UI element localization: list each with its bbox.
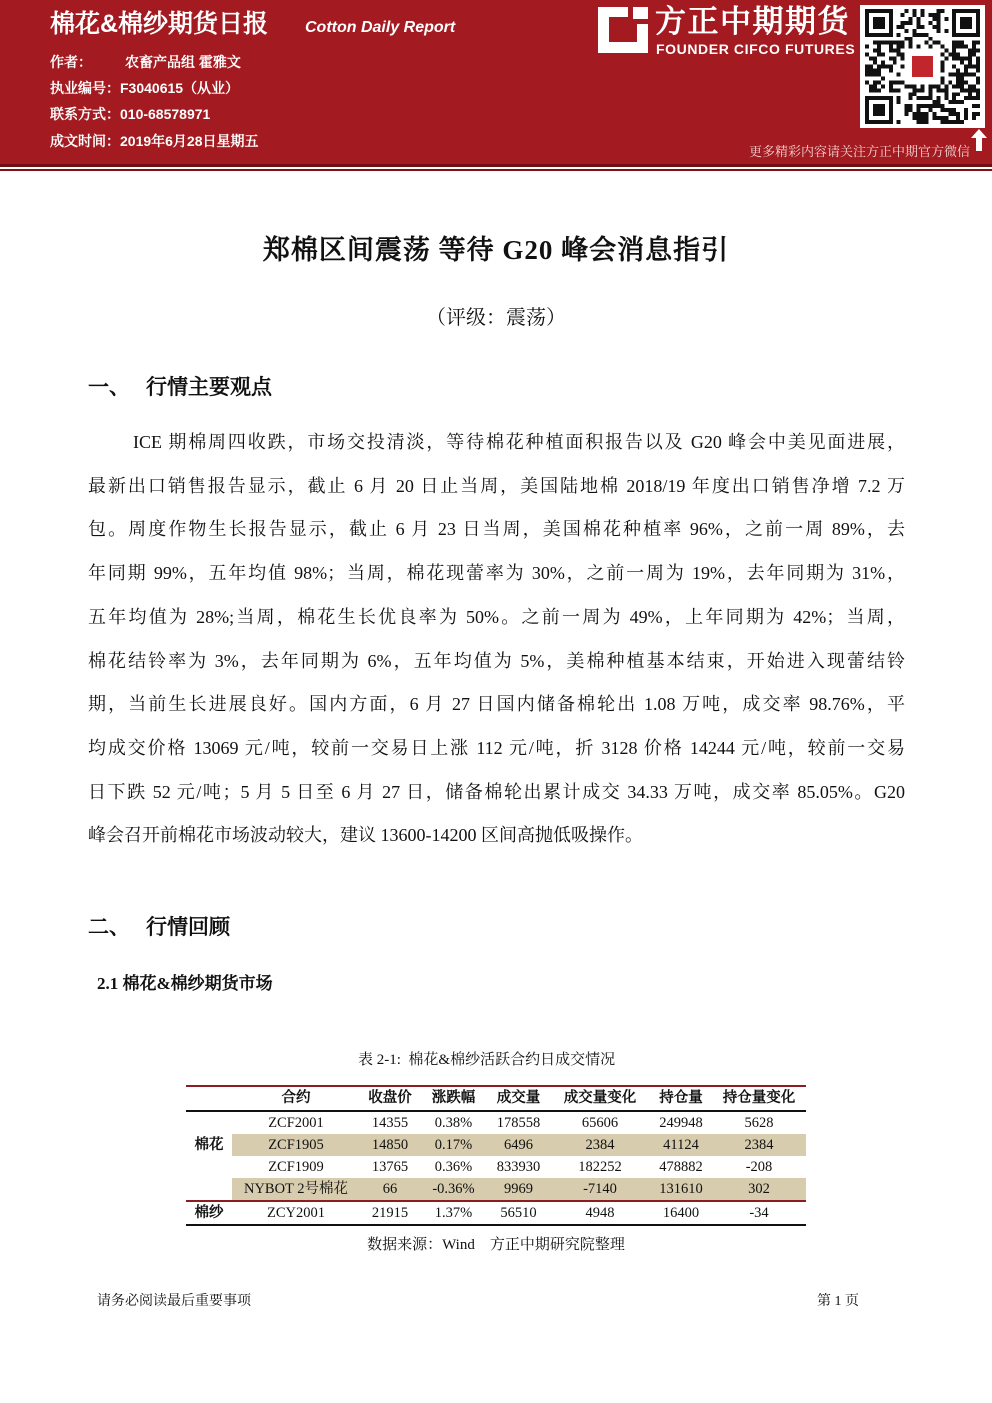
table-cell: 0.36% <box>434 1158 473 1175</box>
paragraph-line: 期，当前生长进展良好。国内方面，6 月 27 日国内储备棉轮出 1.08 万吨，成交率 98.76%，平 <box>88 694 905 715</box>
table-cell: 0.17% <box>420 1134 487 1156</box>
qr-center-logo <box>912 56 933 77</box>
table-cell: 833930 <box>496 1158 541 1175</box>
table-cell: 2384 <box>712 1134 806 1156</box>
table-cell-contract: ZCY2001 <box>232 1201 360 1225</box>
table-cell-contract: ZCF2001 <box>268 1114 324 1131</box>
table-cell: 178558 <box>496 1114 541 1131</box>
qr-code-graphic <box>865 9 980 124</box>
table-cell: 65606 <box>581 1114 619 1131</box>
table-cell: 302 <box>712 1178 806 1201</box>
qr-finder-top-right <box>952 9 980 37</box>
table-cell: -0.36% <box>420 1178 487 1201</box>
report-series-title: 棉花&棉纱期货日报 <box>50 10 269 38</box>
table-cell: 6496 <box>487 1134 550 1156</box>
table-cell: 478882 <box>659 1158 703 1175</box>
table-header-category <box>186 1086 232 1111</box>
table-header-cell: 涨跌幅 <box>420 1086 487 1111</box>
brand-name-cn: 方正中期期货 <box>655 4 850 39</box>
header-rule <box>0 164 992 167</box>
table-cell: 5628 <box>744 1114 774 1131</box>
table-cell: 249948 <box>659 1114 703 1131</box>
table-cell-contract: ZCF1909 <box>268 1158 324 1175</box>
license-number: 执业编号：F3040615（从业） <box>50 80 240 96</box>
paragraph-line: 年同期 99%，五年均值 98%；当周，棉花现蕾率为 30%，之前一周为 19%，去年同期为 31%， <box>88 563 905 584</box>
table-header-cell: 收盘价 <box>360 1086 420 1111</box>
table-cell: 1.37% <box>420 1201 487 1225</box>
paragraph-line: 最新出口销售报告显示，截止 6 月 20 日止当周，美国陆地棉 2018/19 年度出口销售净增 7.2 万 <box>88 475 905 496</box>
section-title: 行情主要观点 <box>146 375 272 399</box>
table-cell: -7140 <box>550 1178 650 1201</box>
table-cell: -34 <box>712 1201 806 1225</box>
author-label: 作者： <box>50 54 92 70</box>
subsection-heading: 2.1 棉花&棉纱期货市场 <box>97 974 273 993</box>
table-cell: 66 <box>360 1178 420 1201</box>
table-cell: 21915 <box>360 1201 420 1225</box>
section-number: 二、 <box>88 915 130 939</box>
page-number: 第 1 页 <box>817 1294 859 1309</box>
table-header-cell: 成交量变化 <box>550 1086 650 1111</box>
header-rule-thin <box>0 169 992 171</box>
footer-disclaimer-notice: 请务必阅读最后重要事项 <box>97 1294 251 1309</box>
table-row <box>186 1134 806 1156</box>
table-row <box>186 1111 806 1134</box>
table-caption: 表 2-1: 棉花&棉纱活跃合约日成交情况 <box>358 1052 616 1068</box>
paragraph-line: 棉花结铃率为 3%，去年同期为 6%，五年均值为 5%，美棉种植基本结束，开始进入现蕾结铃 <box>88 650 905 671</box>
section-heading-2 <box>88 913 230 941</box>
author-value: 农畜产品组 霍雅文 <box>125 54 241 70</box>
report-series-title-en: Cotton Daily Report <box>305 19 456 36</box>
founder-logo-icon <box>598 7 648 53</box>
table-source-note: 数据来源：Wind 方正中期研究院整理 <box>367 1237 625 1253</box>
table-group-label: 棉纱 <box>186 1201 232 1225</box>
table-header-cell: 成交量 <box>487 1086 550 1111</box>
table-group-label: 棉花 <box>186 1111 232 1201</box>
table-body <box>186 1111 806 1225</box>
paragraph-line: 均成交价格 13069 元/吨，较前一交易日上涨 112 元/吨，折 3128 价格 14244 元/吨，较前一交易 <box>88 737 905 758</box>
section-title: 行情回顾 <box>146 915 230 939</box>
paragraph-line: 包。周度作物生长报告显示，截止 6 月 23 日当周，美国棉花种植率 96%，之前一周 89%，去 <box>88 519 905 540</box>
table-cell: 182252 <box>578 1158 622 1175</box>
table-row <box>186 1156 806 1178</box>
paragraph-line: 峰会召开前棉花市场波动较大，建议 13600-14200 区间高抛低吸操作。 <box>88 825 643 846</box>
section-number: 一、 <box>88 375 130 399</box>
table-cell: 56510 <box>487 1201 550 1225</box>
report-date: 成文时间：2019年6月28日星期五 <box>50 133 259 149</box>
table-cell: 16400 <box>650 1201 712 1225</box>
table-cell: -208 <box>745 1158 773 1175</box>
wechat-qr-code <box>860 5 985 128</box>
paragraph-line: ICE 期棉周四收跌，市场交投清淡，等待棉花种植面积报告以及 G20 峰会中美见面进展， <box>133 432 905 452</box>
table-cell: 14355 <box>371 1114 409 1131</box>
table-cell: 0.38% <box>434 1114 473 1131</box>
contract-trading-table <box>186 1085 806 1226</box>
table-header-cell: 持仓量 <box>650 1086 712 1111</box>
report-title: 郑棉区间震荡 等待 G20 峰会消息指引 <box>262 235 730 265</box>
qr-finder-bottom-left <box>865 96 893 124</box>
table-cell-contract: ZCF1905 <box>232 1134 360 1156</box>
table-cell: 131610 <box>650 1178 712 1201</box>
qr-finder-top-left <box>865 9 893 37</box>
market-view-paragraph <box>88 421 905 858</box>
table-cell: 13765 <box>371 1158 409 1175</box>
table-row <box>186 1178 806 1201</box>
table-cell: 9969 <box>487 1178 550 1201</box>
report-rating: （评级：震荡） <box>426 307 566 329</box>
table-cell: 4948 <box>550 1201 650 1225</box>
table-cell: 41124 <box>650 1134 712 1156</box>
table-row <box>186 1201 806 1225</box>
brand-name-en: FOUNDER CIFCO FUTURES <box>656 41 856 57</box>
contact-info: 联系方式：010-68578971 <box>50 106 211 122</box>
wechat-follow-note: 更多精彩内容请关注方正中期官方微信 <box>748 144 970 159</box>
table-cell: 2384 <box>550 1134 650 1156</box>
table-cell: 14850 <box>360 1134 420 1156</box>
section-heading-1 <box>88 373 272 401</box>
paragraph-line: 五年均值为 28%;当周，棉花生长优良率为 50%。之前一周为 49%，上年同期为 42%；当周， <box>88 606 905 627</box>
table-cell-contract: NYBOT 2号棉花 <box>232 1178 360 1201</box>
table-header-cell: 合约 <box>232 1086 360 1111</box>
paragraph-line: 日下跌 52 元/吨；5 月 5 日至 6 月 27 日，储备棉轮出累计成交 34.33 万吨，成交率 85.05%。G20 <box>88 781 905 802</box>
table-header-cell: 持仓量变化 <box>712 1086 806 1111</box>
arrow-up-icon <box>970 128 988 152</box>
table-header-row <box>186 1086 806 1111</box>
